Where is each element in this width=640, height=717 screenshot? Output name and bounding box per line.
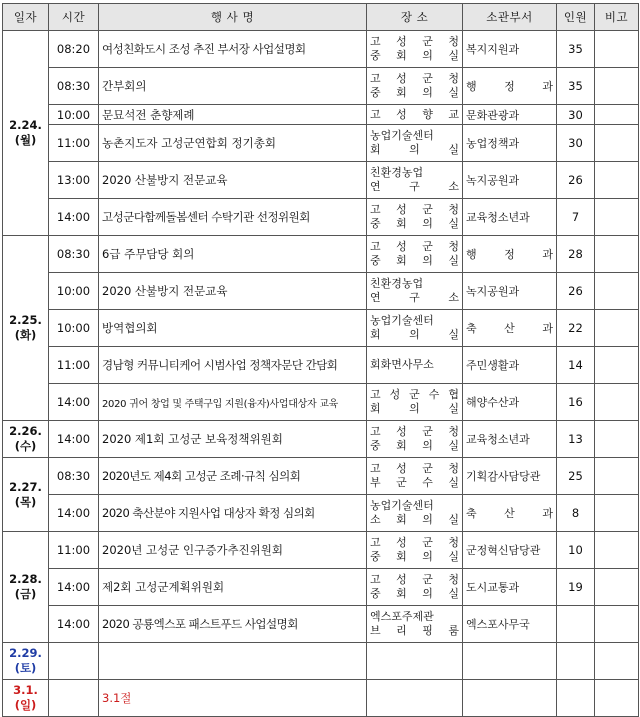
place-line-2: 브 리 핑 룸 xyxy=(370,624,459,637)
place-line-1: 고 성 군 수 협 xyxy=(370,388,459,401)
attendee-count: 30 xyxy=(557,105,595,125)
event-department: 해양수산과 xyxy=(463,384,557,421)
event-department: 도시교통과 xyxy=(463,569,557,606)
place-line-1: 고 성 군 청 xyxy=(370,72,459,85)
event-note xyxy=(595,532,639,569)
attendee-count: 35 xyxy=(557,68,595,105)
attendee-count: 14 xyxy=(557,347,595,384)
event-department: 주민생활과 xyxy=(463,347,557,384)
event-department: 행 정 과 xyxy=(463,68,557,105)
place-line-2: 연 구 소 xyxy=(370,180,459,193)
event-time: 14:00 xyxy=(49,384,99,421)
table-row xyxy=(3,680,639,717)
header-event: 행 사 명 xyxy=(99,4,367,31)
table-row xyxy=(3,532,639,569)
event-place xyxy=(367,68,463,105)
sunday-weekday: (일) xyxy=(14,698,37,712)
event-department: 녹지공원과 xyxy=(463,273,557,310)
place-line-1: 엑스포주제관 xyxy=(370,610,434,623)
attendee-count: 25 xyxy=(557,458,595,495)
event-name: 방역협의회 xyxy=(99,310,367,347)
event-note xyxy=(595,125,639,162)
table-row xyxy=(3,421,639,458)
attendee-count: 13 xyxy=(557,421,595,458)
event-department: 축 산 과 xyxy=(463,310,557,347)
empty-cell xyxy=(557,680,595,717)
event-name: 농촌지도자 고성군연합회 정기총회 xyxy=(99,125,367,162)
table-row xyxy=(3,273,639,310)
day-weekday: (수) xyxy=(14,439,37,453)
event-department: 문화관광과 xyxy=(463,105,557,125)
table-row xyxy=(3,569,639,606)
event-note xyxy=(595,31,639,68)
day-date: 2.24. xyxy=(9,118,42,132)
event-department: 교육청소년과 xyxy=(463,199,557,236)
event-place xyxy=(367,310,463,347)
event-name: 제2회 고성군계획위원회 xyxy=(99,569,367,606)
event-place xyxy=(367,532,463,569)
event-name: 2020 귀어 창업 및 주택구입 지원(융자)사업대상자 교육 xyxy=(99,384,367,421)
saturday-weekday: (토) xyxy=(14,661,37,675)
attendee-count: 7 xyxy=(557,199,595,236)
event-department: 군정혁신담당관 xyxy=(463,532,557,569)
event-place xyxy=(367,105,463,125)
table-row xyxy=(3,347,639,384)
attendee-count: 26 xyxy=(557,162,595,199)
saturday-date-cell xyxy=(3,643,49,680)
sunday-date: 3.1. xyxy=(13,683,38,697)
header-time: 시간 xyxy=(49,4,99,31)
place-line-1: 고 성 군 청 xyxy=(370,425,459,438)
event-name: 2020년 고성군 인구증가추진위원회 xyxy=(99,532,367,569)
empty-cell xyxy=(99,643,367,680)
attendee-count: 28 xyxy=(557,236,595,273)
day-weekday: (화) xyxy=(14,328,37,342)
event-time: 08:20 xyxy=(49,31,99,68)
event-time: 08:30 xyxy=(49,458,99,495)
place-line-2: 중 회 의 실 xyxy=(370,217,459,230)
header-count: 인원 xyxy=(557,4,595,31)
event-time: 14:00 xyxy=(49,199,99,236)
place-line-1: 고 성 향 교 xyxy=(370,107,459,121)
event-name: 2020 제1회 고성군 보육정책위원회 xyxy=(99,421,367,458)
empty-cell xyxy=(595,643,639,680)
event-department: 엑스포사무국 xyxy=(463,606,557,643)
header-note: 비고 xyxy=(595,4,639,31)
table-row xyxy=(3,458,639,495)
place-line-2: 중 회 의 실 xyxy=(370,550,459,563)
place-line-1: 농업기술센터 xyxy=(370,129,434,142)
holiday-name: 3.1절 xyxy=(99,680,367,717)
table-row xyxy=(3,384,639,421)
place-line-2: 회 의 실 xyxy=(370,143,459,156)
event-department: 농업정책과 xyxy=(463,125,557,162)
day-date: 2.26. xyxy=(9,424,42,438)
event-place xyxy=(367,495,463,532)
event-note xyxy=(595,569,639,606)
event-note xyxy=(595,421,639,458)
event-time: 14:00 xyxy=(49,421,99,458)
place-line-2: 중 회 의 실 xyxy=(370,254,459,267)
event-note xyxy=(595,236,639,273)
event-note xyxy=(595,495,639,532)
place-line-2: 회 의 실 xyxy=(370,328,459,341)
event-department: 축 산 과 xyxy=(463,495,557,532)
empty-cell xyxy=(49,680,99,717)
event-time: 14:00 xyxy=(49,495,99,532)
place-line-1: 고 성 군 청 xyxy=(370,573,459,586)
event-place xyxy=(367,347,463,384)
place-line-2: 중 회 의 실 xyxy=(370,49,459,62)
attendee-count xyxy=(557,606,595,643)
event-name: 고성군다함께돌봄센터 수탁기관 선정위원회 xyxy=(99,199,367,236)
attendee-count: 8 xyxy=(557,495,595,532)
place-line-1: 고 성 군 청 xyxy=(370,35,459,48)
event-time: 08:30 xyxy=(49,68,99,105)
event-name: 간부회의 xyxy=(99,68,367,105)
event-place xyxy=(367,199,463,236)
place-line-1: 농업기술센터 xyxy=(370,499,434,512)
place-line-1: 농업기술센터 xyxy=(370,314,434,327)
event-note xyxy=(595,458,639,495)
event-place xyxy=(367,162,463,199)
event-time: 13:00 xyxy=(49,162,99,199)
event-place xyxy=(367,569,463,606)
day-date-cell xyxy=(3,421,49,458)
event-name: 2020 축산분야 지원사업 대상자 확정 심의회 xyxy=(99,495,367,532)
event-time: 11:00 xyxy=(49,347,99,384)
empty-cell xyxy=(463,680,557,717)
attendee-count: 26 xyxy=(557,273,595,310)
event-department: 기획감사담당관 xyxy=(463,458,557,495)
table-row xyxy=(3,162,639,199)
attendee-count: 35 xyxy=(557,31,595,68)
day-date-cell xyxy=(3,31,49,236)
header-dept: 소관부서 xyxy=(463,4,557,31)
table-row xyxy=(3,310,639,347)
day-date: 2.28. xyxy=(9,572,42,586)
place-line-2: 중 회 의 실 xyxy=(370,86,459,99)
event-place xyxy=(367,125,463,162)
place-line-1: 고 성 군 청 xyxy=(370,536,459,549)
place-line-2: 회 의 실 xyxy=(370,402,459,415)
attendee-count: 16 xyxy=(557,384,595,421)
event-name: 2020 산불방지 전문교육 xyxy=(99,162,367,199)
table-row xyxy=(3,606,639,643)
day-date: 2.25. xyxy=(9,313,42,327)
table-row xyxy=(3,643,639,680)
day-date-cell xyxy=(3,532,49,643)
empty-cell xyxy=(367,643,463,680)
saturday-date: 2.29. xyxy=(9,646,42,660)
attendee-count: 22 xyxy=(557,310,595,347)
event-department: 교육청소년과 xyxy=(463,421,557,458)
event-note xyxy=(595,310,639,347)
table-row xyxy=(3,495,639,532)
day-date-cell xyxy=(3,458,49,532)
place-line-1: 고 성 군 청 xyxy=(370,240,459,253)
event-time: 10:00 xyxy=(49,105,99,125)
empty-cell xyxy=(49,643,99,680)
empty-cell xyxy=(595,680,639,717)
event-time: 08:30 xyxy=(49,236,99,273)
event-note xyxy=(595,68,639,105)
table-row xyxy=(3,31,639,68)
event-name: 문묘석전 춘향제례 xyxy=(99,105,367,125)
event-note xyxy=(595,273,639,310)
header-place: 장 소 xyxy=(367,4,463,31)
empty-cell xyxy=(367,680,463,717)
header-date: 일자 xyxy=(3,4,49,31)
place-line-2: 연 구 소 xyxy=(370,291,459,304)
day-weekday: (금) xyxy=(14,587,37,601)
event-note xyxy=(595,347,639,384)
event-place xyxy=(367,236,463,273)
event-place xyxy=(367,421,463,458)
header-row xyxy=(3,4,639,31)
event-name: 2020년도 제4회 고성군 조례·규칙 심의회 xyxy=(99,458,367,495)
event-name: 2020 공룡엑스포 패스트푸드 사업설명회 xyxy=(99,606,367,643)
event-time: 10:00 xyxy=(49,273,99,310)
event-place xyxy=(367,384,463,421)
table-row xyxy=(3,199,639,236)
attendee-count: 19 xyxy=(557,569,595,606)
event-note xyxy=(595,162,639,199)
attendee-count: 10 xyxy=(557,532,595,569)
day-date-cell xyxy=(3,236,49,421)
event-note xyxy=(595,606,639,643)
schedule-body xyxy=(3,31,639,717)
day-weekday: (목) xyxy=(14,494,37,509)
table-row xyxy=(3,236,639,273)
event-note xyxy=(595,199,639,236)
place-line-1: 회화면사무소 xyxy=(370,358,434,371)
table-row xyxy=(3,68,639,105)
place-line-1: 고 성 군 청 xyxy=(370,462,459,475)
event-name: 6급 주무담당 회의 xyxy=(99,236,367,273)
table-row xyxy=(3,125,639,162)
place-line-2: 부 군 수 실 xyxy=(370,476,459,489)
event-department: 행 정 과 xyxy=(463,236,557,273)
day-date: 2.27. xyxy=(9,479,42,494)
place-line-1: 친환경농업 xyxy=(370,166,424,179)
event-place xyxy=(367,458,463,495)
event-name: 2020 산불방지 전문교육 xyxy=(99,273,367,310)
event-time: 14:00 xyxy=(49,606,99,643)
table-row xyxy=(3,105,639,125)
attendee-count: 30 xyxy=(557,125,595,162)
event-department: 녹지공원과 xyxy=(463,162,557,199)
empty-cell xyxy=(463,643,557,680)
day-weekday: (월) xyxy=(14,133,37,147)
event-time: 11:00 xyxy=(49,125,99,162)
place-line-2: 중 회 의 실 xyxy=(370,587,459,600)
event-place xyxy=(367,31,463,68)
place-line-1: 고 성 군 청 xyxy=(370,203,459,216)
sunday-date-cell xyxy=(3,680,49,717)
event-note xyxy=(595,105,639,125)
event-note xyxy=(595,384,639,421)
event-name: 여성친화도시 조성 추진 부서장 사업설명회 xyxy=(99,31,367,68)
place-line-1: 친환경농업 xyxy=(370,277,424,290)
event-department: 복지지원과 xyxy=(463,31,557,68)
schedule-table xyxy=(2,3,639,717)
event-place xyxy=(367,273,463,310)
event-time: 14:00 xyxy=(49,569,99,606)
place-line-2: 소 회 의 실 xyxy=(370,513,459,526)
place-line-2: 중 회 의 실 xyxy=(370,439,459,452)
event-place xyxy=(367,606,463,643)
empty-cell xyxy=(557,643,595,680)
event-name: 경남형 커뮤니티케어 시범사업 정책자문단 간담회 xyxy=(99,347,367,384)
event-time: 11:00 xyxy=(49,532,99,569)
event-time: 10:00 xyxy=(49,310,99,347)
